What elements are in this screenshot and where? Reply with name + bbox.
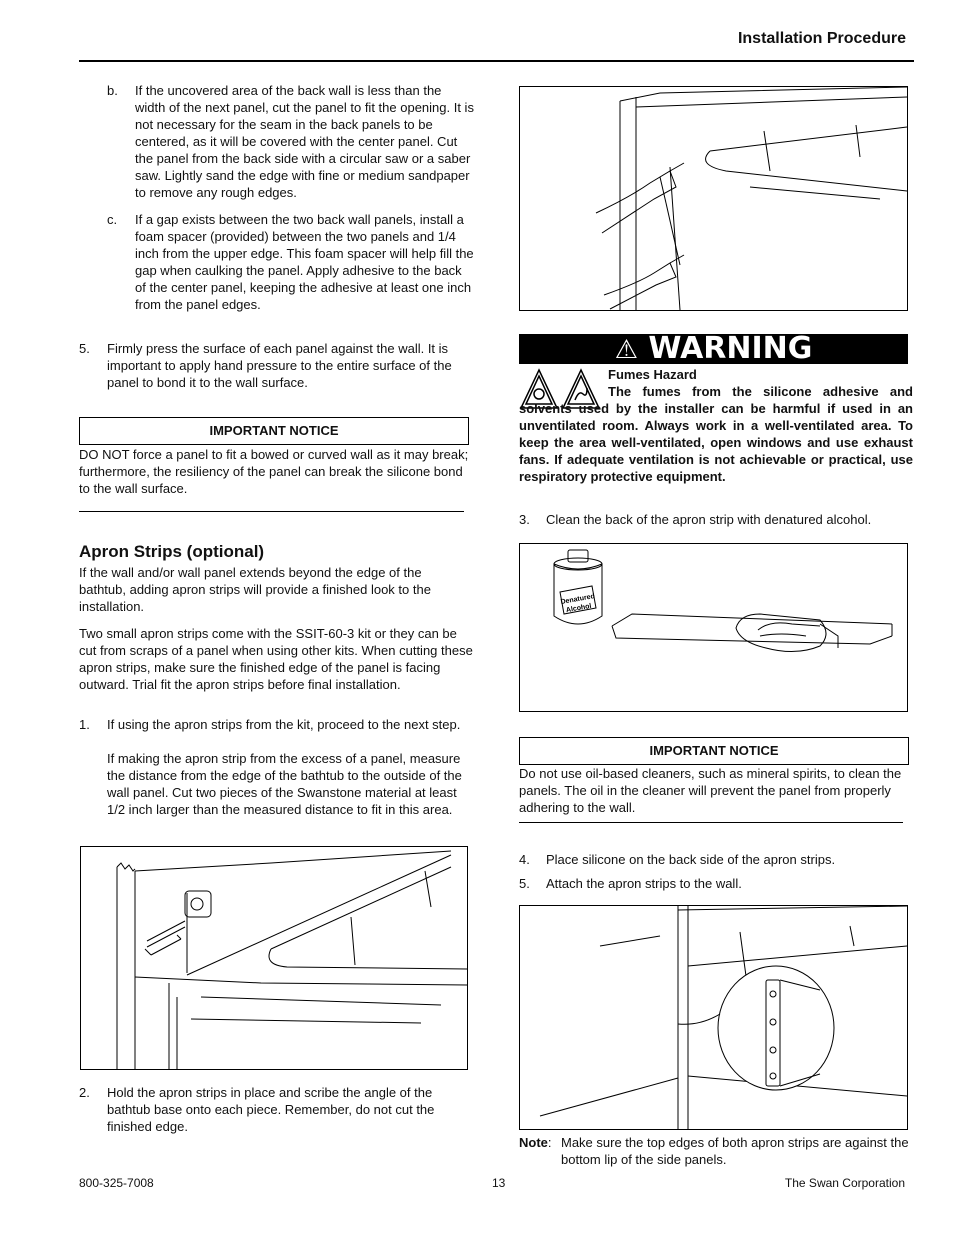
step-text: Clean the back of the apron strip with denatured alcohol.: [546, 512, 872, 527]
note-colon: :: [547, 1135, 552, 1150]
attach-strips-illustration: [520, 906, 907, 1129]
can-label-alcohol: Alcohol: [565, 602, 592, 615]
alcohol-cleaning-illustration: [520, 544, 907, 711]
step-text: If a gap exists between the two back wall panels, install a foam spacer (provided) between the two panels and 1/4 inch from the upper edge. This foam spacer will help fill the gap when caulking the panel. Apply adhesive to the back of the center panel, keeping the adhesive at least one inch from the panel edges.: [135, 212, 474, 312]
footer-page-number: 13: [492, 1176, 506, 1190]
warning-title: WARNING: [648, 331, 813, 366]
header-rule: [79, 60, 914, 62]
figure-attach-strips: [519, 905, 908, 1130]
apron-paragraph-1: If the wall and/or wall panel extends beyond the edge of the bathtub, adding apron strips will provide a finished look to the installation.: [79, 565, 431, 614]
apron-heading: Apron Strips (optional): [79, 542, 265, 561]
note-text: Make sure the top edges of both apron strips are against the bottom lip of the side panels.: [561, 1135, 909, 1167]
step-text: Hold the apron strips in place and scribe the angle of the bathtub base onto each piece. Remember, do not cut the finished edge.: [107, 1085, 435, 1134]
apron-paragraph-2: Two small apron strips come with the SSIT-60-3 kit or they can be cut from scraps of a panel when using other kits. When cutting these apron strips, make sure the finished edge of the panel is facing outward. Trial fit the apron strips before final installation.: [79, 626, 473, 692]
notice-rule-2: [519, 822, 903, 823]
step-label: 2.: [79, 1085, 90, 1100]
warning-banner: [519, 331, 908, 366]
step-text-b: If making the apron strip from the excess of a panel, measure the distance from the edge of the bathtub to the outside of the wall panel. Cut two pieces of the Swanstone material at least 1/2 inch larger than the measured distance to fit in this area.: [107, 751, 462, 817]
can-label-denatured: Denatured: [560, 593, 596, 606]
warning-text: The fumes from the silicone adhesive and solvents used by the installer can be harmful if used in an unventilated room. Always work in a well-ventilated area. To keep the area well-ventilated, open windows and use exhaust fans. If adequate ventilation is not achievable or practical, use respiratory protective equipment.: [519, 384, 913, 484]
measure-illustration: [81, 847, 467, 1069]
panel-install-illustration: [520, 87, 907, 310]
notice-rule: [79, 511, 464, 512]
important-notice-title: IMPORTANT NOTICE: [79, 417, 469, 445]
section-title: Installation Procedure: [737, 30, 906, 47]
fumes-hazard-heading: Fumes Hazard: [608, 367, 697, 382]
step-label: 5.: [519, 876, 530, 891]
step-text-a: If using the apron strips from the kit, proceed to the next step.: [107, 717, 461, 732]
step-label: 4.: [519, 852, 530, 867]
step-label: b.: [107, 83, 118, 98]
step-label: 1.: [79, 717, 90, 732]
step-text: Firmly press the surface of each panel against the wall. It is important to apply hand pressure to the entire surface of the panel to bond it to the wall surface.: [107, 341, 452, 390]
warning-triangle-icon: ⚠: [614, 335, 638, 365]
footer-company: The Swan Corporation: [784, 1176, 905, 1190]
important-notice-text-2: Do not use oil-based cleaners, such as mineral spirits, to clean the panels. The oil in the cleaner will prevent the panel from properly adhering to the wall.: [519, 766, 902, 815]
figure-measure-apron: [80, 846, 468, 1070]
step-label: 5.: [79, 341, 90, 356]
figure-clean-strip: [519, 543, 908, 712]
figure-panel-install: [519, 86, 908, 311]
step-label: c.: [107, 212, 118, 227]
step-label: 3.: [519, 512, 530, 527]
note-label: Note: [519, 1135, 548, 1150]
step-text: If the uncovered area of the back wall is less than the width of the next panel, cut the panel to fit the opening. It is not necessary for the seam in the back panels to be centered, as it will be covered with the center panel. Cut the panel from the back side with a circular saw or a saber saw. Lightly sand the edge with fine or medium sandpaper to remove any rough edges.: [135, 83, 474, 200]
note: [519, 1134, 913, 1167]
footer-phone: 800-325-7008: [79, 1176, 154, 1190]
important-notice-text: DO NOT force a panel to fit a bowed or curved wall as it may break; furthermore, the resiliency of the panel can break the silicone bond to the wall surface.: [79, 447, 469, 496]
step-text: Place silicone on the back side of the apron strips.: [546, 852, 836, 867]
step-text: Attach the apron strips to the wall.: [546, 876, 742, 891]
important-notice-title-2: IMPORTANT NOTICE: [519, 737, 909, 765]
